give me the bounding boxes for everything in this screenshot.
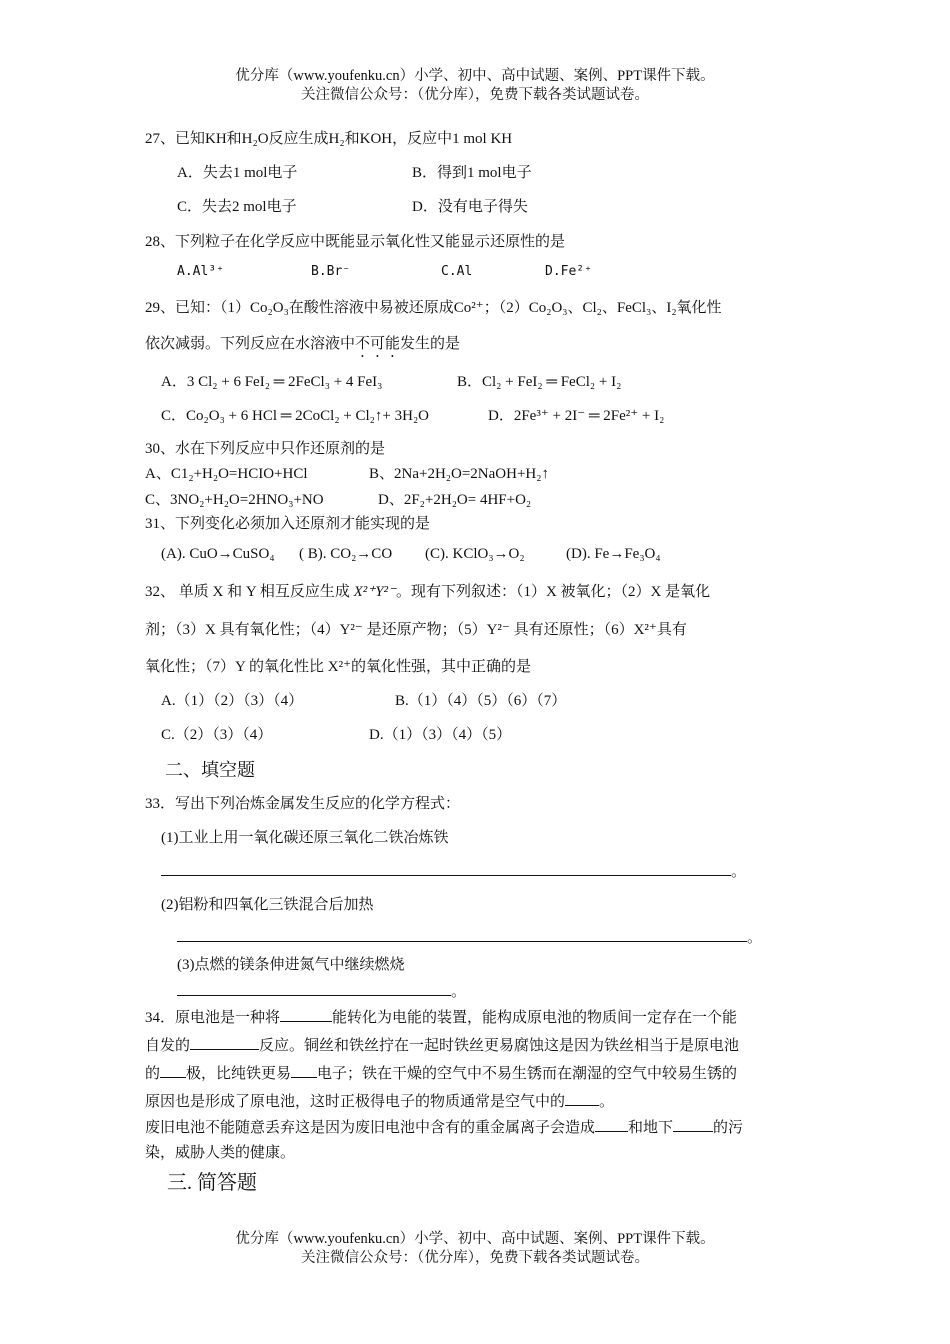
q28-option-a: A.Al³⁺ <box>177 264 224 279</box>
q33-part-2: (2)铝粉和四氧化三铁混合后加热 <box>161 897 374 913</box>
q31-option-a: (A). CuO→CuSO₄ <box>161 546 275 562</box>
q34-line-2 <box>145 1034 739 1055</box>
q32-line-2: 剂；（3）X 具有氧化性；（4）Y²⁻ 是还原产物；（5）Y²⁻ 具有还原性；（6）X²⁺具有 <box>145 622 687 638</box>
period: 。 <box>451 984 467 1000</box>
section-fill-in-title: 二、填空题 <box>165 760 255 780</box>
q34-text: 。 <box>599 1094 615 1110</box>
q33-part-3: (3)点燃的镁条伸进氮气中继续燃烧 <box>177 957 405 973</box>
q32-line-1-post: 。现有下列叙述：（1）X 被氧化；（2）X 是氧化 <box>395 584 711 600</box>
q32-line-1-pre: 32、 单质 X 和 Y 相互反应生成 <box>145 584 350 600</box>
q34-text: 废旧电池不能随意丢弃这是因为废旧电池中含有的重金属离子会造成 <box>145 1120 596 1136</box>
footer-line-1: 优分库（www.youfenku.cn）小学、初中、高中试题、案例、PPT课件下载。 <box>235 1231 715 1247</box>
q30-option-a: A、C1₂+H₂O=HCIO+HCl <box>145 466 308 482</box>
header-line-1: 优分库（www.youfenku.cn）小学、初中、高中试题、案例、PPT课件下载。 <box>235 68 715 84</box>
q34-text: 原因也是形成了原电池，这时正极得电子的物质通常是空气中的 <box>145 1094 566 1110</box>
answer-blank[interactable] <box>565 1091 599 1106</box>
q28-option-b: B.Br⁻ <box>311 264 351 279</box>
q32-option-c: C.（2）（3）（4） <box>161 727 273 743</box>
q32-option-a: A.（1）（2）（3）（4） <box>161 693 304 709</box>
page-footer <box>0 1230 950 1268</box>
q33-part-1: (1)工业上用一氧化碳还原三氧化二铁冶炼铁 <box>161 830 449 846</box>
answer-blank[interactable] <box>177 927 747 942</box>
period: 。 <box>747 930 763 946</box>
header-line-2: 关注微信公众号：（优分库），免费下载各类试题试卷。 <box>301 87 649 103</box>
q34-text: 能转化为电能的装置，能构成原电池的物质间一定存在一个能 <box>332 1010 738 1026</box>
answer-blank[interactable] <box>161 861 731 876</box>
q32-option-d: D.（1）（3）（4）（5） <box>369 727 512 743</box>
q34-text: 的 <box>145 1066 161 1082</box>
q27-option-c: C．失去2 mol电子 <box>177 199 297 215</box>
answer-blank[interactable] <box>280 1007 332 1022</box>
q33-answer-1[interactable] <box>161 860 746 881</box>
q34-line-4 <box>145 1090 614 1111</box>
q31-option-c: (C). KClO₃→O₂ <box>425 546 525 562</box>
q32-line-3: 氧化性；（7）Y 的氧化性比 X²⁺的氧化性强，其中正确的是 <box>145 659 532 675</box>
q27-option-a: A．失去1 mol电子 <box>177 165 298 181</box>
answer-blank[interactable] <box>673 1117 713 1132</box>
q34-line-1 <box>145 1006 737 1027</box>
q29-line-2-pre: 依次减弱。下列反应在水溶液中 <box>145 336 356 352</box>
q33-stem: 33．写出下列冶炼金属发生反应的化学方程式： <box>145 796 461 812</box>
q34-text: 电子；铁在干燥的空气中不易生锈而在潮湿的空气中较易生锈的 <box>317 1066 738 1082</box>
q31-option-d: (D). Fe→Fe₃O₄ <box>566 546 661 562</box>
q30-stem: 30、水在下列反应中只作还原剂的是 <box>145 441 386 457</box>
answer-blank[interactable] <box>595 1117 628 1132</box>
answer-blank[interactable] <box>177 981 451 996</box>
q29-line-2-post: 发生的是 <box>400 336 461 352</box>
q30-option-c: C、3NO₂+H₂O=2HNO₃+NO <box>145 492 324 508</box>
page-header <box>0 67 950 105</box>
q34-text: 和地下 <box>628 1120 674 1136</box>
q34-line-3 <box>145 1062 737 1083</box>
q34-text: 34．原电池是一种将 <box>145 1010 281 1026</box>
period: 。 <box>731 864 747 880</box>
q29-option-b: B．Cl₂ + FeI₂ ═ FeCl₂ + I₂ <box>457 374 622 390</box>
q32-line-1 <box>145 580 710 601</box>
answer-blank[interactable] <box>160 1063 186 1078</box>
q27-option-b: B．得到1 mol电子 <box>412 165 532 181</box>
answer-blank[interactable] <box>190 1035 259 1050</box>
answer-blank[interactable] <box>291 1063 317 1078</box>
q34-text: 极，比纯铁更易 <box>186 1066 292 1082</box>
q29-emphasis: 不可能 <box>355 336 401 352</box>
q29-option-a: A．3 Cl₂ + 6 FeI₂ ═ 2FeCl₃ + 4 FeI₃ <box>161 374 383 390</box>
section-short-answer-title: 三. 简答题 <box>167 1172 257 1194</box>
q34-line-6: 染，威胁人类的健康。 <box>145 1145 296 1161</box>
footer-line-2: 关注微信公众号：（优分库），免费下载各类试题试卷。 <box>301 1250 649 1266</box>
q30-option-b: B、2Na+2H₂O=2NaOH+H₂↑ <box>369 466 549 482</box>
q33-answer-3[interactable] <box>177 980 466 1001</box>
q31-option-b: ( B). CO₂→CO <box>299 546 393 562</box>
q30-option-d: D、2F₂+2H₂O= 4HF+O₂ <box>378 492 532 508</box>
q27-stem: 27、已知KH和H₂O反应生成H₂和KOH，反应中1 mol KH <box>145 131 513 147</box>
q34-text: 反应。铜丝和铁丝拧在一起时铁丝更易腐蚀这是因为铁丝相当于是原电池 <box>259 1038 740 1054</box>
q32-option-b: B.（1）（4）（5）（6）（7） <box>395 693 567 709</box>
q28-stem: 28、下列粒子在化学反应中既能显示氧化性又能显示还原性的是 <box>145 234 566 250</box>
q33-answer-2[interactable] <box>177 926 762 947</box>
q27-option-d: D．没有电子得失 <box>412 199 528 215</box>
q29-option-d: D．2Fe³⁺ + 2I⁻ ═ 2Fe²⁺ + I₂ <box>488 408 665 424</box>
q29-line-2 <box>145 332 460 361</box>
q28-option-c: C.Al <box>441 264 473 279</box>
q34-line-5 <box>145 1116 743 1137</box>
q34-text: 自发的 <box>145 1038 191 1054</box>
q31-stem: 31、下列变化必须加入还原剂才能实现的是 <box>145 516 431 532</box>
q34-text: 的污 <box>713 1120 744 1136</box>
q28-option-d: D.Fe²⁺ <box>545 264 592 279</box>
q29-line-1: 29、已知：（1）Co₂O₃在酸性溶液中易被还原成Co²⁺；（2）Co₂O₃、Cl₂、FeCl₃、I₂氧化性 <box>145 300 722 316</box>
q32-formula: X²⁺Y²⁻ <box>353 584 396 600</box>
q29-option-c: C．Co₂O₃ + 6 HCl ═ 2CoCl₂ + Cl₂↑+ 3H₂O <box>161 408 430 424</box>
